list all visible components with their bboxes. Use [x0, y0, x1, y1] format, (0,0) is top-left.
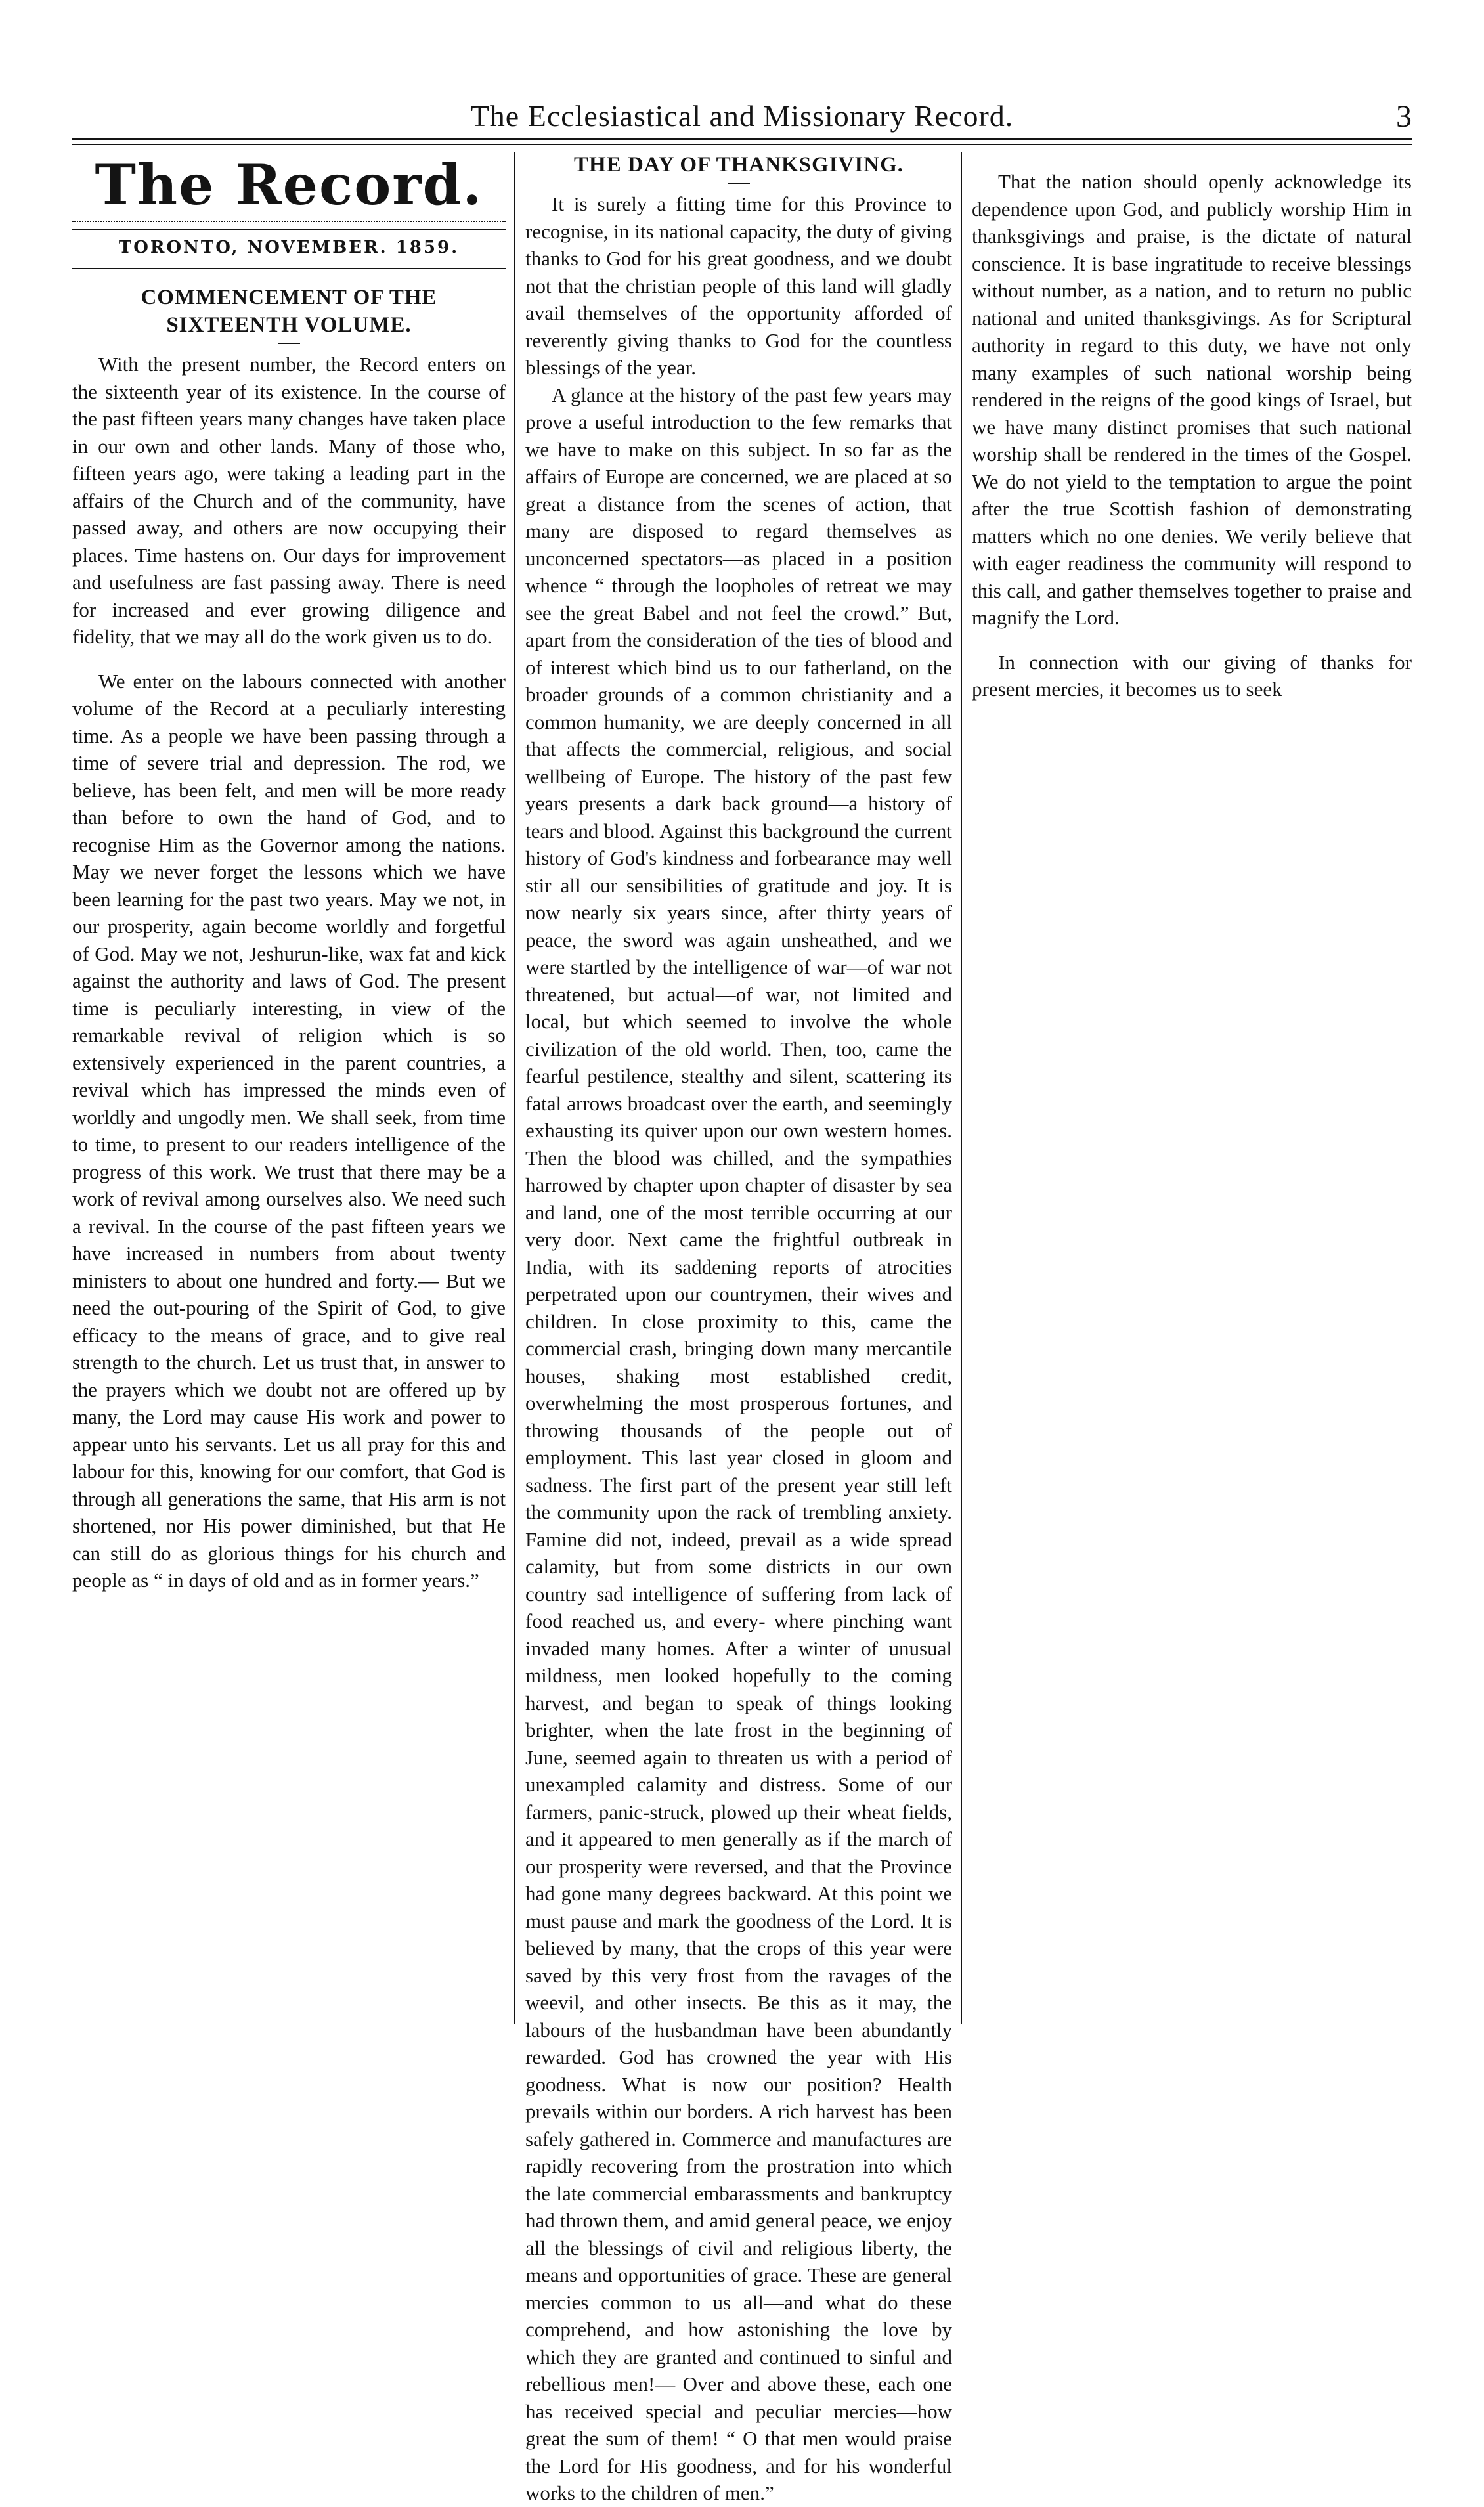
- dateline: TORONTO, NOVEMBER. 1859.: [118, 238, 460, 257]
- article-paragraph: That the nation should openly acknowledge its dependence upon God, and publicly worship Him in thanksgivings and praise, is the dictate of natural conscience. It is base ingratitude to receive blessings without number, as a nation, and to return no public national and united thanksgivings. As for Scriptural authority in regard to this duty, we have not only many examples of such national worship being rendered in the reigns of the good kings of Israel, but we have many distinct promises that such national worship shall be rendered in the times of the Gospel. We do not yield to the temptation to argue the point after the true Scottish fashion of demonstrating matters which no one denies. We verily believe that with eager readiness the community will respond to this call, and gather themselves together to praise and magnify the Lord.: [972, 170, 1412, 629]
- article-paragraph: We enter on the labours connected with another volume of the Record at a peculiarly interesting time. As a people we have been passing through a time of severe trial and depression. The rod, we believe, has been felt, and men will be more ready than before to own the hand of God, and to recognise Him as the Governor among the nations. May we never forget the lessons which we have been learning for the past two years. May we not, in our prosperity, again become worldly and forgetful of God. May we not, Jeshurun-like, wax fat and kick against the authority and laws of God. The present time is peculiarly interesting, in view of the remarkable revival of religion which is so extensively experienced in the parent countries, a revival which has impressed the minds even of worldly and ungodly men. We shall seek, from time to time, to present to our readers intelligence of the progress of this work. We trust that there may be a work of revival among ourselves also. We need such a revival. In the course of the past fifteen years we have increased in numbers from about twenty ministers to about one hundred and forty.— But we need the out-pouring of the Spirit of God, to give efficacy to the means of grace, and to give real strength to the church. Let us trust that, in answer to the prayers which we doubt not are offered up by many, the Lord may cause His work and power to appear unto his servants. Let us all pray for this and labour for this, knowing for our comfort, that God is through all generations the same, that His arm is not shortened, nor His power diminished, but that He can still do as glorious things for his church and people as “ in days of old and as in former years.”: [72, 669, 506, 1592]
- column-rule: [961, 152, 962, 2024]
- article-paragraph: A glance at the history of the past few years may prove a useful introduction to the few remarks that we have to make on this subject. In so far as the affairs of Europe are concerned, we are placed at so great a distance from the scenes of action, that many are disposed to regard themselves as unconcerned spectators—as placed in a position whence “ through the loopholes of retreat we may see the great Babel and not feel the crowd.” But, apart from the consideration of the ties of blood and of interest which bind us to our fatherland, on the broader grounds of a common christianity and a common humanity, we are deeply concerned in all that affects the commercial, religious, and social wellbeing of Europe. The history of the past few years presents a dark back ground—a history of tears and blood. Against this background the current history of God's kindness and forbearance may well stir all our sensibilities of gratitude and joy. It is now nearly six years since, after thirty years of peace, the sword was again unsheathed, and we were startled by the intelligence of war—of war not threatened, but actual—of war, not limited and local, but which seemed to involve the whole civilization of the old world. Then, too, came the fearful pestilence, stealthy and silent, scattering its fatal arrows broadcast over the earth, and seemingly exhausting its quiver upon our own western homes. Then the blood was chilled, and the sympathies harrowed by chapter upon chapter of disaster by sea and land, one of the most terrible occurring at our very door. Next came the frightful outbreak in India, with its saddening reports of atrocities perpetrated upon our countrymen, their wives and children. In close proximity to this, came the commercial crash, bringing down many mercantile houses, shaking most established credit, overwhelming the most prosperous fortunes, and throwing thousands of the people out of employment. This last year closed in gloom and sadness. The first part of the present year still left the community upon the rack of trembling anxiety. Famine did not, indeed, prevail as a wide spread calamity, but from some districts in our own country sad intelligence of suffering from lack of food reached us, and every- where pinching want invaded many homes. After a winter of unusual mildness, men looked hopefully to the coming harvest, and began to speak of things looking brighter, when the late frost in the beginning of June, seemed again to threaten us with a period of unexampled calamity and distress. Some of our farmers, panic-struck, plowed up their wheat fields, and it appeared to men generally as if the march of our prosperity were reversed, and that the Province had gone many degrees backward. At this point we must pause and mark the goodness of the Lord. It is believed by many, that the crops of this year were saved by this very frost from the ravages of the weevil, and other insects. Be this as it may, the labours of the husbandman have been abundantly rewarded. God has crowned the year with His goodness. What is now our position? Health prevails within our borders. A rich harvest has been safely gathered in. Commerce and manufactures are rapidly recovering from the prostration into which the late commercial embarassments and bankruptcy had thrown them, and amid general peace, we enjoy all the blessings of civil and religious liberty, the means and opportunities of grace. These are general mercies common to us all—and what do these comprehend, and how astonishing the love by which they are granted and continued to sinful and rebellious men!— Over and above these, each one has received special and peculiar mercies—how great the sum of them! “ O that men would praise the Lord for His goodness, and for his wonderful works to the children of men.”: [525, 383, 952, 2504]
- heading-dash: [278, 343, 300, 344]
- column-2: [525, 151, 952, 2504]
- article-paragraph: In connection with our giving of thanks for present mercies, it becomes us to seek: [972, 650, 1412, 701]
- article-paragraph: With the present number, the Record enters on the sixteenth year of its existence. In the course of the past fifteen years many changes have taken place in our own and other lands. Many of those who, fifteen years ago, were taking a leading part in the affairs of the Church and of the community, have passed away, and others are now occupying their places. Time hastens on. Our days for improvement and usefulness are fast passing away. There is need for increased and ever growing diligence and fidelity, that we may all do the work given us to do.: [72, 353, 506, 648]
- column-rule: [514, 152, 515, 2024]
- column-1: [72, 151, 506, 1996]
- masthead-rule: [72, 221, 506, 230]
- article-heading: THE DAY OF THANKSGIVING.: [574, 153, 904, 177]
- running-title: The Ecclesiastical and Missionary Record.: [470, 99, 1014, 133]
- dateline-rule: [72, 268, 506, 269]
- masthead-title: The Record.: [95, 152, 483, 217]
- article-heading: COMMENCEMENT OF THE SIXTEENTH VOLUME.: [141, 286, 437, 337]
- article-paragraph: It is surely a fitting time for this Province to recognise, in its national capacity, the duty of giving thanks to God for his great goodness, and we doubt not that the christian people of this land will gladly avail themselves of the opportunity afforded of reverently giving thanks to God for the countless blessings of the year.: [525, 192, 952, 379]
- column-3: [972, 151, 1412, 1996]
- header-rule: [72, 138, 1412, 145]
- heading-dash: [728, 183, 750, 184]
- page-number: 3: [1396, 99, 1412, 134]
